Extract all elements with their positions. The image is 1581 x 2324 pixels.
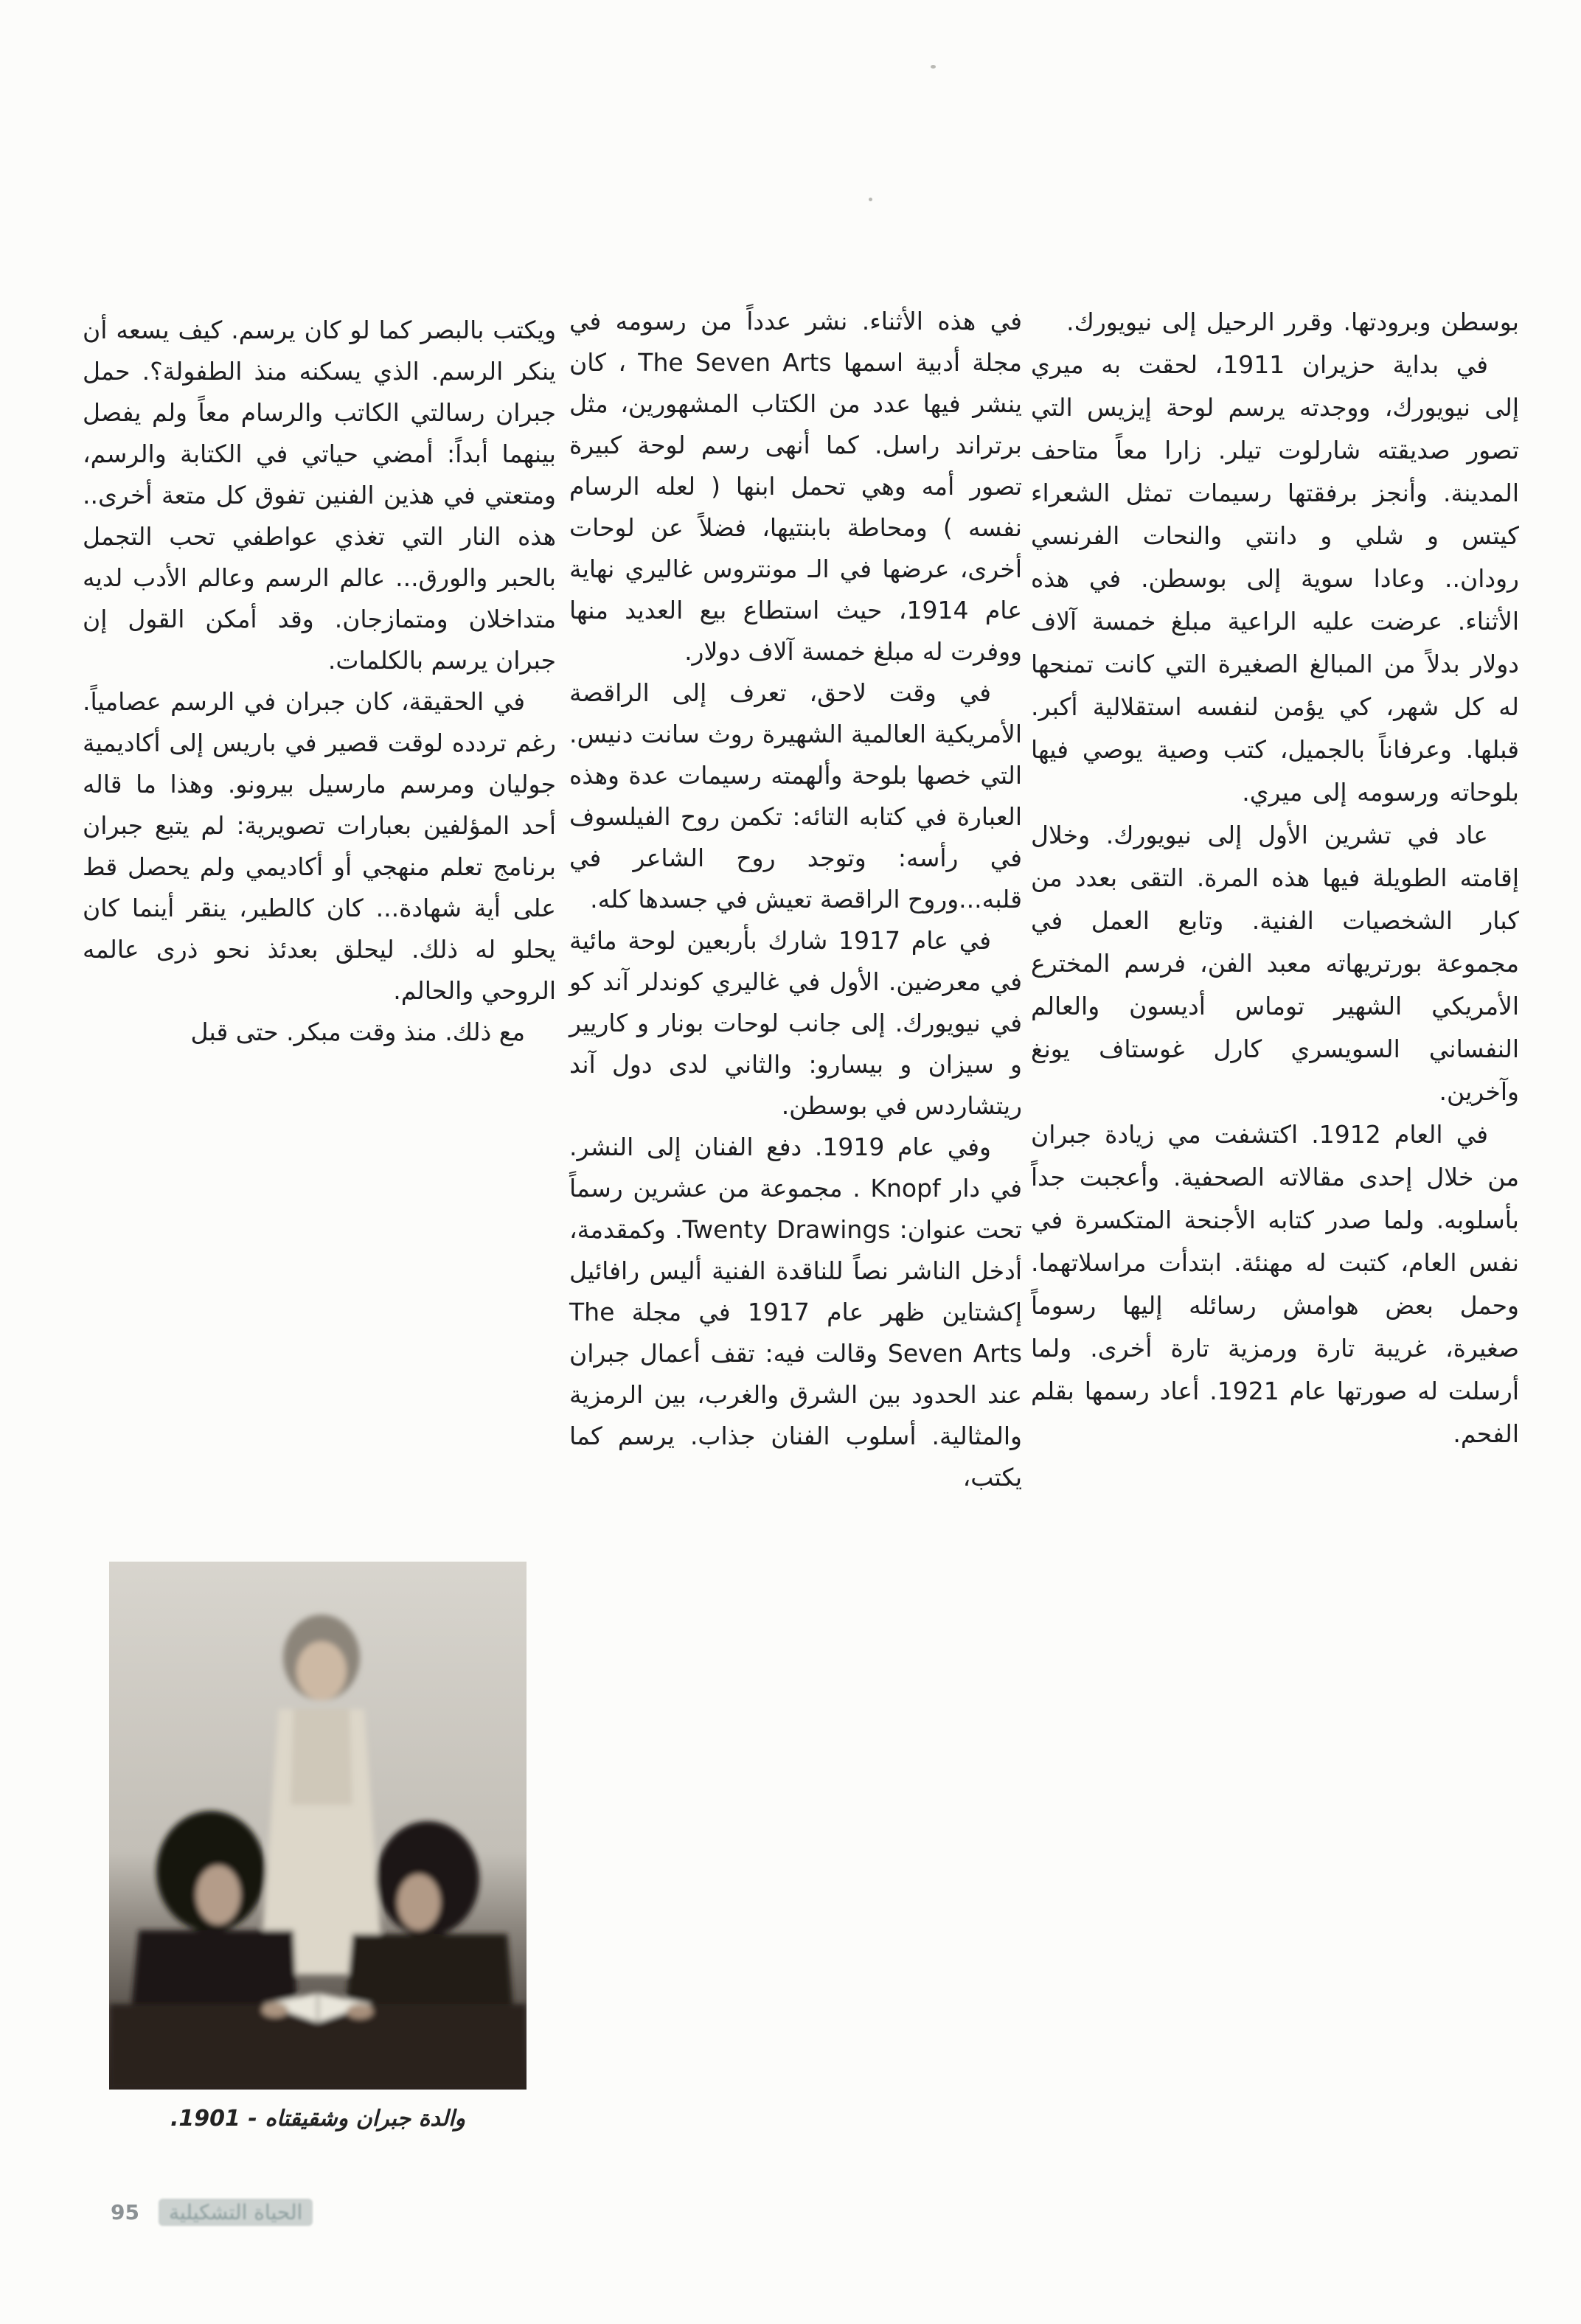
paragraph: في العام 1912. اكتشفت مي زيادة جبران من خلال إحدى مقالاته الصحفية. وأعجبت جداً بأسلوبه. ولما صدر كتابه الأجنحة المتكسرة في نفس العام، كتبت له مهنئة. ابتدأت مراسلاتهما. وحمل بعض هوامش رسائله إليها رسوماً صغيرة، غريبة تارة ورمزية تارة أخرى. ولما أرسلت له صورتها عام 1921. أعاد رسمها بقلم الفحم. [1031, 1120, 1520, 1448]
paragraph: في الحقيقة، كان جبران في الرسم عصامياً. رغم تردده لوقت قصير في باريس إلى أكاديمية جوليان ومرسم مارسيل بيرونو. وهذا ما قاله أحد المؤلفين بعبارات تصويرية: لم يتبع جبران برنامج تعلم منهجي أو أكاديمي ولم يحصل قط على أية شهادة... كان كالطير، ينقر أينما كان يحلو له ذلك. ليحلق بعدئذ نحو ذرى عالمه الروحي والحالم. [83, 687, 556, 1005]
paragraph: في وقت لاحق، تعرف إلى الراقصة الأمريكية العالمية الشهيرة روث سانت دنيس. التي خصها بلوحة وألهمته رسيمات عدة وهذه العبارة في كتابه التائه: تكمن روح الفيلسوف في رأسه: وتوجد روح الشاعر في قلبه...وروح الراقصة تعيش في جسدها كله. [569, 678, 1022, 914]
column-right [1031, 301, 1519, 1455]
paragraph: بوسطن وبرودتها. وقرر الرحيل إلى نيويورك. [1066, 307, 1519, 336]
column-middle [569, 301, 1022, 1498]
paragraph: عاد في تشرين الأول إلى نيويورك. وخلال إقامته الطويلة فيها هذه المرة. التقى بعدد من كبار الشخصيات الفنية. وتابع العمل في مجموعة بورتريهاته معبد الفن، فرسم المخترع الأمريكي الشهير توماس أديسون والعالم النفساني السويسري كارل غوستاف يونغ وآخرين. [1031, 821, 1519, 1106]
page-footer [111, 2199, 313, 2226]
column-left [83, 310, 556, 1053]
paragraph: مع ذلك. منذ وقت مبكر. حتى قبل [190, 1017, 525, 1046]
photo-illustration [109, 1562, 527, 2090]
paragraph: في بداية حزيران 1911، لحقت به ميري إلى نيويورك، ووجدته يرسم لوحة إيزيس التي تصور صديقته شارلوت تيلر. زارا معاً متاحف المدينة. وأنجز برفقتها رسيمات تمثل الشعراء كيتس و شلي و دانتي والنحات الفرنسي رودان.. وعادا سوية إلى بوسطن. في هذه الأثناء. عرضت عليه الراعية مبلغ خمسة آلاف دولار بدلاً من المبالغ الصغيرة التي كانت تمنحها له كل شهر، كي يؤمن لنفسه استقلالية أكبر. قبلها. وعرفاناً بالجميل، كتب وصية يوصي فيها بلوحاته ورسومه إلى ميري. [1031, 350, 1519, 807]
page-number: 95 [111, 2200, 139, 2224]
paragraph: ويكتب بالبصر كما لو كان يرسم. كيف يسعه أن ينكر الرسم. الذي يسكنه منذ الطفولة؟. حمل جبران رسالتي الكاتب والرسام معاً ولم يفصل بينهما أبداً: أمضي حياتي في الكتابة والرسم، ومتعتي في هذين الفنين تفوق كل متعة أخرى.. هذه النار التي تغذي عواطفي تحب التجمل بالحبر والورق... عالم الرسم وعالم الأدب لديه متداخلان ومتمازجان. وقد أمكن القول إن جبران يرسم بالكلمات. [83, 316, 556, 675]
paragraph: في عام 1917 شارك بأربعين لوحة مائية في معرضين. الأول في غاليري كوندلر آند كو في نيويورك. إلى جانب لوحات بونار و كاريير و سيزان و بيسارو: والثاني لدى دول آند ريتشاردس في بوسطن. [569, 926, 1022, 1120]
scan-speck [931, 65, 936, 69]
journal-name: الحياة التشكيلية [159, 2199, 313, 2226]
scan-speck [869, 198, 872, 201]
paragraph: وفي عام 1919. دفع الفنان إلى النشر. في دار Knopf . مجموعة من عشرين رسماً تحت عنوان: Twenty Drawings. وكمقدمة، أدخل الناشر نصاً للناقدة الفنية أليس رافائيل إكشتاين ظهر عام 1917 في مجلة The Seven Arts وقالت فيه: تقف أعمال جبران عند الحدود بين الشرق والغرب، بين الرمزية والمثالية. أسلوب الفنان جذاب. يرسم كما يكتب، [569, 1133, 1022, 1492]
photo-caption: والدة جبران وشقيقتاه - 1901. [170, 2106, 466, 2132]
photo-gibran-family [109, 1562, 527, 2090]
paragraph: في هذه الأثناء. نشر عدداً من رسومه في مجلة أدبية اسمها The Seven Arts ، كان ينشر فيها عدد من الكتاب المشهورين، مثل برتراند راسل. كما أنهى رسم لوحة كبيرة تصور أمه وهي تحمل ابنها ( لعله الرسام نفسه ) ومحاطة بابنتيها، فضلاً عن لوحات أخرى، عرضها في الـ مونتروس غاليري نهاية عام 1914، حيث استطاع بيع العديد منها ووفرت له مبلغ خمسة آلاف دولار. [569, 307, 1023, 666]
